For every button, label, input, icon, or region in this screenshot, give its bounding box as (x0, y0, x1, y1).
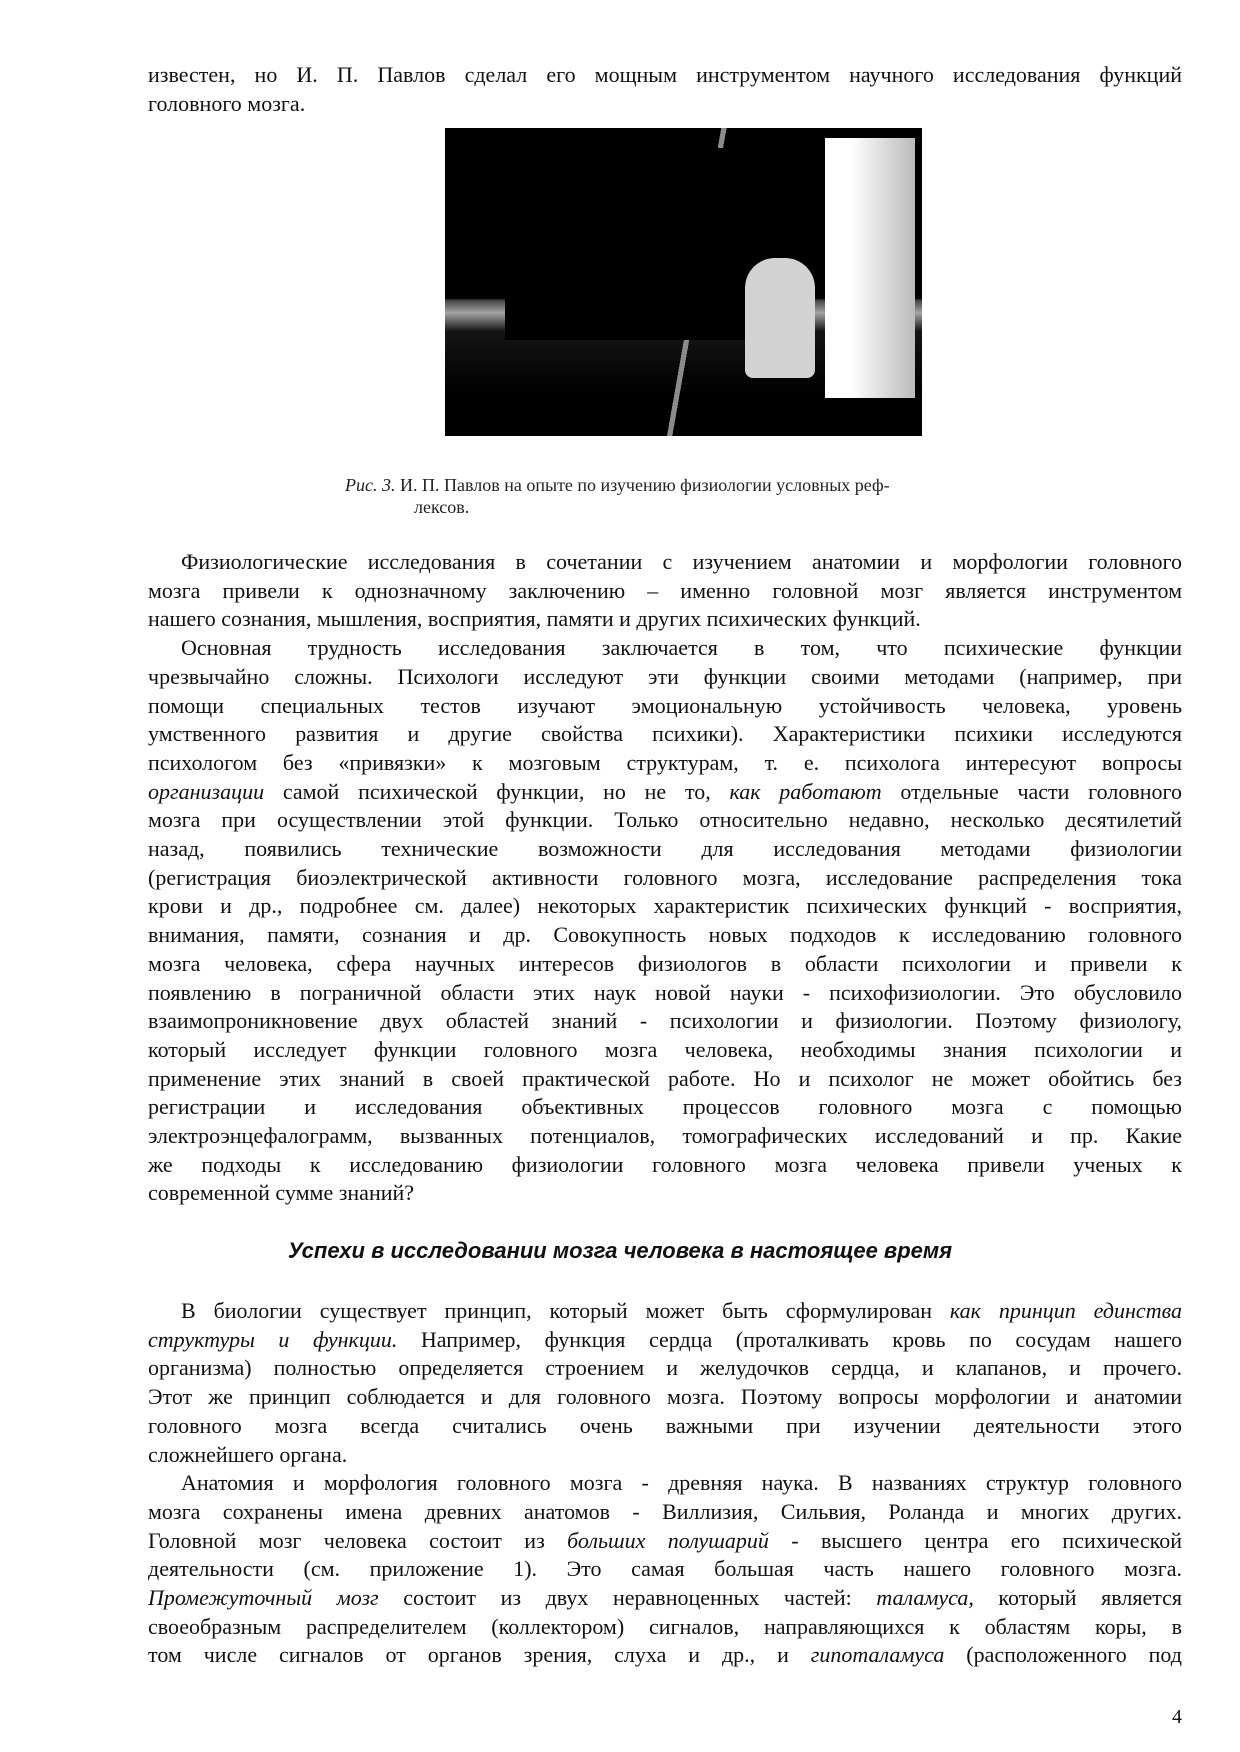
figure-photo-pavlov-experiment (445, 128, 922, 436)
text-run: крови и др., подробнее см. далее) некоторых характеристик психических функций - восприятия, (148, 893, 1182, 919)
text-line (148, 1151, 1182, 1180)
text-run: мозга привели к однозначному заключению – именно головной мозг является инструментом (148, 577, 1182, 603)
text-line (148, 950, 1182, 979)
italic-text: структуры и функции. (148, 1326, 398, 1352)
text-run: нашего сознания, мышления, восприятия, памяти и других психических функций. (148, 606, 921, 632)
text-line (148, 1122, 1182, 1151)
text-run: мозга сохранены имена древних анатомов - Виллизия, Сильвия, Роланда и многих других. (148, 1498, 1182, 1524)
text-run: чрезвычайно сложны. Психологи исследуют эти функции своими методами (например, при (148, 663, 1182, 689)
italic-text: как принцип единства (949, 1298, 1182, 1323)
text-line (148, 1093, 1182, 1122)
text-line (148, 663, 1182, 692)
text-block-intro (148, 61, 1182, 118)
text-line (148, 892, 1182, 921)
text-run: известен, но И. П. Павлов сделал его мощным инструментом научного исследования функций (148, 62, 1182, 87)
text-line (148, 1641, 1182, 1670)
text-line (148, 720, 1182, 749)
text-line (148, 1007, 1182, 1036)
text-run: (регистрация биоэлектрической активности головного мозга, исследование распределения тока (148, 864, 1182, 890)
text-line (148, 1383, 1182, 1412)
text-line (148, 835, 1182, 864)
text-run: применение этих знаний в своей практической работе. Но и психолог не может обойтись без (148, 1065, 1182, 1091)
text-line (148, 806, 1182, 835)
text-line (148, 749, 1182, 778)
text-line (148, 1297, 1182, 1326)
section-heading: Успехи в исследовании мозга человека в настоящее время (287, 1238, 953, 1263)
text-run: современной сумме знаний? (148, 1180, 415, 1206)
text-line (148, 1555, 1182, 1584)
paragraph (148, 548, 1182, 634)
text-run: - высшего центра его психической (768, 1527, 1182, 1553)
text-line (148, 1613, 1182, 1642)
text-run: который исследует функции головного мозга человека, необходимы знания психологии и (148, 1036, 1182, 1062)
text-run: электроэнцефалограмм, вызванных потенциалов, томографических исследований и пр. Какие (148, 1123, 1182, 1149)
text-line (148, 61, 1182, 90)
page-number: 4 (1172, 1706, 1182, 1728)
text-run: Например, функция сердца (проталкивать кровь по сосудам нашего (397, 1326, 1182, 1352)
text-run: внимания, памяти, сознания и др. Совокупность новых подходов к исследованию головного (148, 922, 1182, 948)
text-run: отдельные части головного (881, 778, 1182, 804)
text-line (148, 921, 1182, 950)
text-line (148, 1469, 1182, 1498)
text-run: Головной мозг человека состоит из (148, 1527, 568, 1553)
italic-text: таламуса, (876, 1585, 974, 1611)
text-run: деятельности (см. приложение 1). Это самая большая часть нашего головного мозга. (148, 1556, 1182, 1582)
text-line (148, 634, 1182, 663)
paragraph (148, 634, 1182, 1208)
text-line (148, 864, 1182, 893)
text-line (148, 1527, 1182, 1556)
text-run: появлению в пограничной области этих наук новой науки - психофизиологии. Это обусловило (148, 979, 1182, 1005)
text-line (148, 1412, 1182, 1441)
text-line (148, 605, 1182, 634)
text-run: взаимопроникновение двух областей знаний - психологии и физиологии. Поэтому физиологу, (148, 1008, 1182, 1034)
text-line (148, 1354, 1182, 1383)
text-run: том числе сигналов от органов зрения, слуха и др., и (148, 1642, 811, 1668)
caption-text-line1: И. П. Павлов на опыте по изучению физиологии условных реф- (395, 475, 890, 495)
paragraph (148, 1469, 1182, 1670)
text-run: мозга человека, сфера научных интересов физиологов в области психологии и привели к (148, 950, 1182, 976)
caption-text-line2: лексов. (414, 497, 470, 517)
text-run: состоит из двух неравноценных частей: (378, 1585, 877, 1611)
text-line (148, 577, 1182, 606)
italic-text: организации (148, 778, 265, 804)
text-run: организма) полностью определяется строением и желудочков сердца, и клапанов, и прочего. (148, 1355, 1182, 1381)
text-run: помощи специальных тестов изучают эмоциональную устойчивость человека, уровень (148, 692, 1182, 718)
text-run: своеобразным распределителем (коллектором) сигналов, направляющихся к областям коры, в (148, 1613, 1182, 1639)
text-run: (расположенного под (944, 1642, 1182, 1668)
italic-text: больших полушарий (567, 1527, 769, 1553)
paragraph (148, 1297, 1182, 1469)
figure-label: Рис. 3. (345, 475, 396, 495)
text-run: Физиологические исследования в сочетании с изучением анатомии и морфологии головного (181, 549, 1182, 574)
text-line (148, 692, 1182, 721)
text-run: который является (973, 1585, 1182, 1611)
paragraph (148, 61, 1182, 118)
photo-light-area (825, 138, 915, 398)
italic-text: как работают (729, 778, 882, 804)
text-line (148, 979, 1182, 1008)
text-run: самой психической функции, но не то, (264, 778, 730, 804)
text-run: головного мозга. (148, 90, 306, 116)
text-run: Анатомия и морфология головного мозга - древняя наука. В названиях структур головного (181, 1470, 1182, 1496)
text-line (148, 1179, 1182, 1208)
photo-window-frame (505, 148, 777, 340)
text-run: Основная трудность исследования заключается в том, что психические функции (181, 635, 1182, 661)
text-run: назад, появились технические возможности для исследования методами физиологии (148, 836, 1182, 862)
text-line (148, 1065, 1182, 1094)
text-run: Этот же принцип соблюдается и для головного мозга. Поэтому вопросы морфологии и анатомии (148, 1384, 1182, 1410)
text-run: сложнейшего органа. (148, 1441, 348, 1467)
text-line (148, 1498, 1182, 1527)
photo-figure-person (745, 258, 815, 378)
text-line (148, 90, 1182, 119)
text-line (148, 1441, 1182, 1470)
italic-text: Промежуточный мозг (148, 1585, 379, 1611)
text-run: психологом без «привязки» к мозговым структурам, т. е. психолога интересуют вопросы (148, 749, 1182, 775)
text-block-section (148, 1297, 1182, 1670)
text-line (148, 548, 1182, 577)
text-line (148, 778, 1182, 807)
text-run: головного мозга всегда считались очень важными при изучении деятельности этого (148, 1412, 1182, 1438)
text-run: мозга при осуществлении этой функции. Только относительно недавно, несколько десятилетий (148, 807, 1182, 833)
text-line (148, 1036, 1182, 1065)
figure-caption (345, 474, 890, 518)
text-line (148, 1584, 1182, 1613)
text-run: умственного развития и другие свойства психики). Характеристики психики исследуются (148, 721, 1182, 747)
text-line (148, 1326, 1182, 1355)
text-run: В биологии существует принцип, который может быть сформулирован (181, 1298, 950, 1323)
text-run: же подходы к исследованию физиологии головного мозга человека привели ученых к (148, 1151, 1182, 1177)
text-block-main (148, 548, 1182, 1208)
text-run: регистрации и исследования объективных процессов головного мозга с помощью (148, 1094, 1182, 1120)
italic-text: гипоталамуса (810, 1642, 945, 1668)
